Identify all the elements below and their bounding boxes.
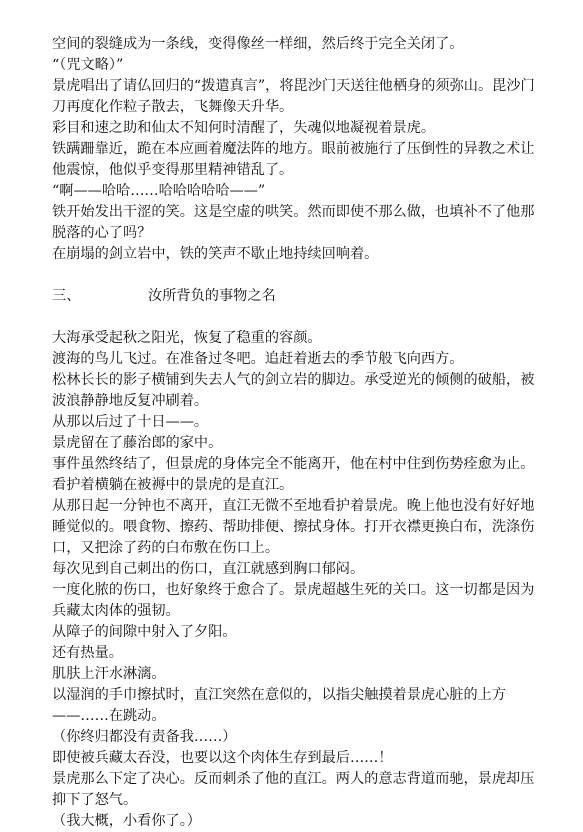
- paragraph: “（咒文略）”: [52, 57, 124, 73]
- top-text-block: [52, 34, 543, 265]
- paragraph: 铁蹒跚靠近，跪在本应画着魔法阵的地方。眼前被施行了压倒性的异教之术让他震惊，他似乎变得那里精神错乱了。: [52, 141, 535, 178]
- paragraph: 即使被兵藏太吞没，也要以这个肉体生存到最后……！: [52, 750, 393, 766]
- paragraph: （你终归都没有责备我……）: [52, 729, 237, 745]
- section-number: 三、: [52, 288, 81, 304]
- paragraph: 从那日起一分钟也不离开，直江无微不至地看护着景虎。晚上他也没有好好地睡觉似的。喂食物、擦药、帮助排便、擦拭身体。打开衣襟更换白布，洗涤伤口，又把涂了药的白布敷在伤口上。: [52, 498, 535, 556]
- paragraph: 还有热量。: [52, 645, 123, 661]
- paragraph: 渡海的鸟儿飞过。在准备过冬吧。追赶着逝去的季节般飞向西方。: [52, 351, 464, 367]
- paragraph: 肌肤上汗水淋漓。: [52, 666, 166, 682]
- paragraph: 看护着横躺在被褥中的景虎的是直江。: [52, 477, 294, 493]
- paragraph: “啊——哈哈……哈哈哈哈哈——”: [52, 183, 266, 199]
- blank-line: [52, 307, 543, 328]
- paragraph: 松林长长的影子横铺到失去人气的剑立岩的脚边。承受逆光的倾侧的破船，被波浪静静地反复冲刷着。: [52, 372, 535, 409]
- body-text-block: [52, 328, 543, 832]
- paragraph: 从那以后过了十日——。: [52, 414, 209, 430]
- paragraph: 彩目和速之助和仙太不知何时清醒了，失魂似地凝视着景虎。: [52, 120, 436, 136]
- paragraph: 一度化脓的伤口，也好象终于愈合了。景虎超越生死的关口。这一切都是因为兵藏太肉体的强韧。: [52, 582, 535, 619]
- paragraph: 景虎那么下定了决心。反而刺杀了他的直江。两人的意志背道而驰，景虎却压抑下了怒气。: [52, 771, 535, 808]
- paragraph: 景虎留在了藤治郎的家中。: [52, 435, 223, 451]
- section-heading: [52, 286, 543, 307]
- paragraph: 景虎唱出了请仏回归的“拨遣真言”，将毘沙门天送往他栖身的须弥山。毘沙门刀再度化作粒子散去，飞舞像天升华。: [52, 78, 535, 115]
- blank-line: [52, 265, 543, 286]
- paragraph: 从障子的间隙中射入了夕阳。: [52, 624, 237, 640]
- paragraph: 铁开始发出干涩的笑。这是空虚的哄笑。然而即使不那么做，也填补不了他那脱落的心了吗？: [52, 204, 535, 241]
- paragraph: 大海承受起秋之阳光，恢复了稳重的容颜。: [52, 330, 322, 346]
- paragraph: 空间的裂缝成为一条线，变得像丝一样细，然后终于完全关闭了。: [52, 36, 464, 52]
- section-title: 汝所背负的事物之名: [148, 288, 276, 304]
- paragraph: 在崩塌的剑立岩中，铁的笑声不歇止地持续回响着。: [52, 246, 379, 262]
- paragraph: 事件虽然终结了，但景虎的身体完全不能离开，他在村中住到伤势痊愈为止。: [52, 456, 535, 472]
- paragraph: 每次见到自己刺出的伤口，直江就感到胸口郁闷。: [52, 561, 365, 577]
- paragraph: （我大概，小看你了。）: [52, 813, 201, 829]
- paragraph: 以湿润的手巾擦拭时，直江突然在意似的，以指尖触摸着景虎心脏的上方——……在跳动。: [52, 687, 507, 724]
